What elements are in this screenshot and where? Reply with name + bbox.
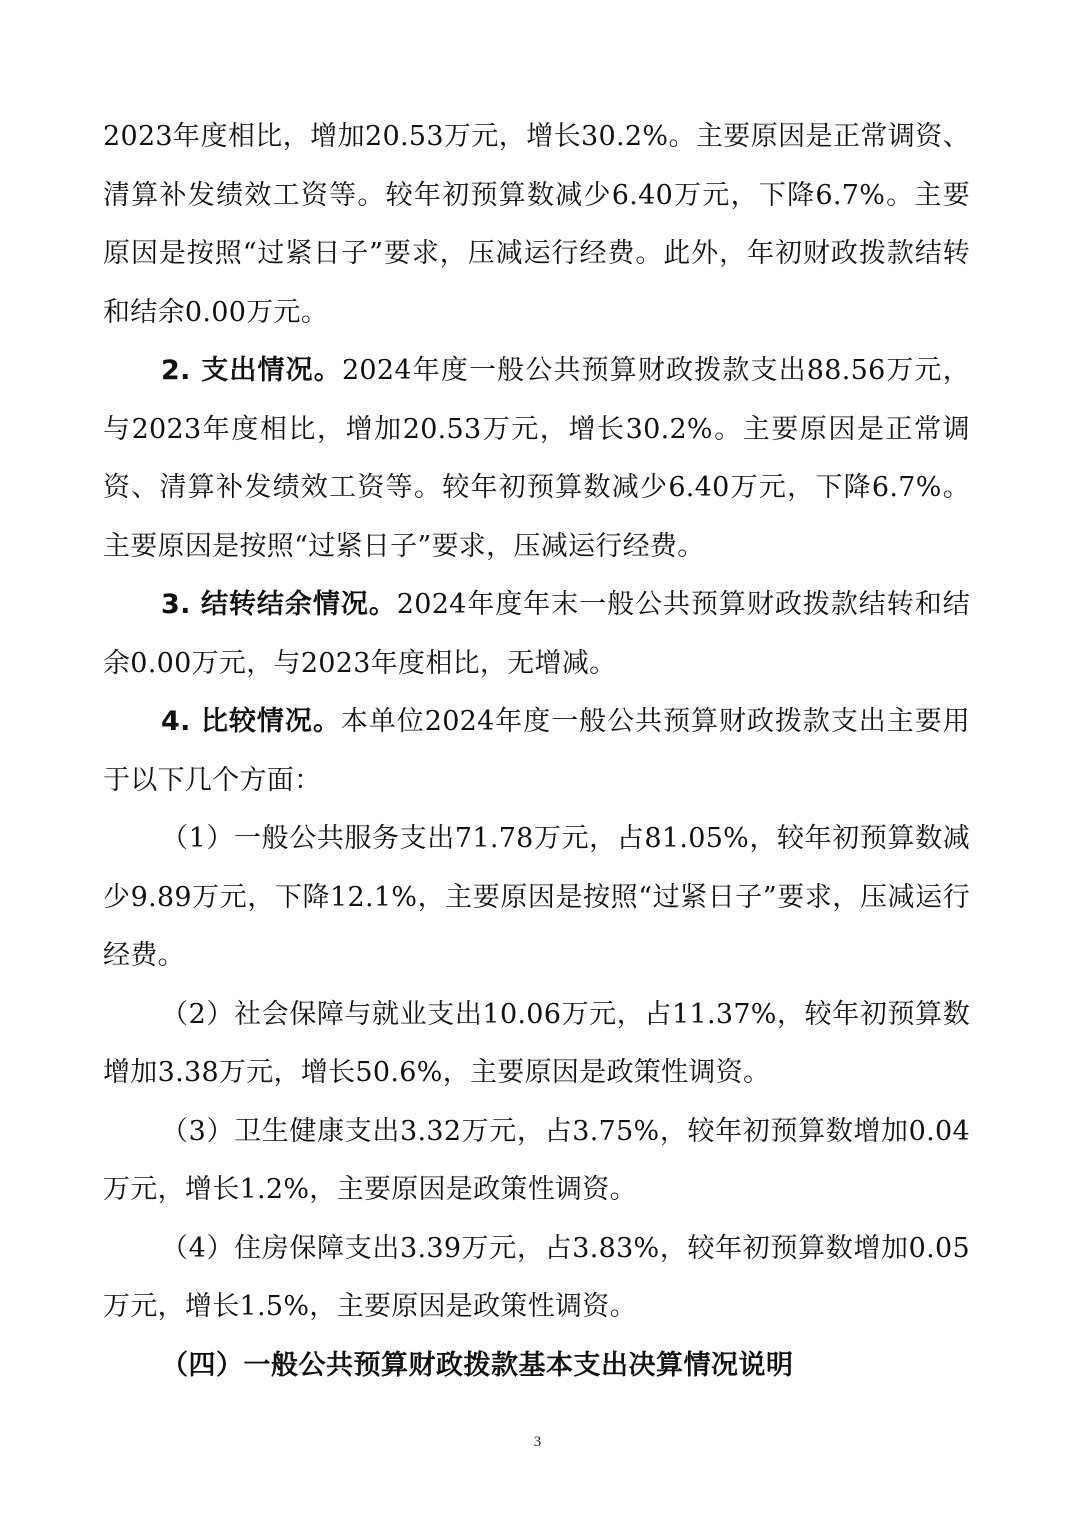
- paragraph-text: 2024年度年末一般公共预算财政拨款结转和结余0.00万元，与2023年度相比，无增减。: [103, 589, 970, 679]
- list-item-housing: [103, 1220, 970, 1337]
- paragraph-comparison: [103, 693, 970, 810]
- paragraph-lead: 3. 结转结余情况。: [161, 589, 397, 620]
- paragraph-text: （4）住房保障支出3.39万元，占3.83%，较年初预算数增加0.05万元，增长1.5%，主要原因是政策性调资。: [103, 1232, 970, 1322]
- page-number: 3: [533, 1434, 542, 1450]
- paragraph-text: （1）一般公共服务支出71.78万元，占81.05%，较年初预算数减少9.89万元，下降12.1%，主要原因是按照“过紧日子”要求，压减运行经费。: [103, 823, 970, 971]
- paragraph-text: （2）社会保障与就业支出10.06万元，占11.37%，较年初预算数增加3.38万元，增长50.6%，主要原因是政策性调资。: [103, 998, 970, 1088]
- paragraph-expenditure: [103, 342, 970, 576]
- document-body: [103, 108, 970, 1395]
- paragraph-text: （3）卫生健康支出3.32万元，占3.75%，较年初预算数增加0.04万元，增长1.2%，主要原因是政策性调资。: [103, 1115, 970, 1205]
- section-heading: （四）一般公共预算财政拨款基本支出决算情况说明: [161, 1349, 794, 1381]
- paragraph-carryover: [103, 576, 970, 693]
- list-item-general-public-services: [103, 810, 970, 986]
- paragraph-lead: 2. 支出情况。: [161, 355, 342, 386]
- list-item-social-security: [103, 986, 970, 1103]
- paragraph-text: 本单位2024年度一般公共预算财政拨款支出主要用于以下几个方面：: [103, 706, 970, 796]
- paragraph-income-continuation: [103, 108, 970, 342]
- paragraph-text: 2024年度一般公共预算财政拨款支出88.56万元，与2023年度相比，增加20.53万元，增长30.2%。主要原因是正常调资、清算补发绩效工资等。较年初预算数减少6.40万元，下降6.7%。主要原因是按照“过紧日子”要求，压减运行经费。: [103, 355, 971, 562]
- paragraph-text: 2023年度相比，增加20.53万元，增长30.2%。主要原因是正常调资、清算补发绩效工资等。较年初预算数减少6.40万元，下降6.7%。主要原因是按照“过紧日子”要求，压减运行经费。此外，年初财政拨款结转和结余0.00万元。: [103, 121, 970, 328]
- list-item-health: [103, 1103, 970, 1220]
- paragraph-lead: 4. 比较情况。: [161, 706, 341, 737]
